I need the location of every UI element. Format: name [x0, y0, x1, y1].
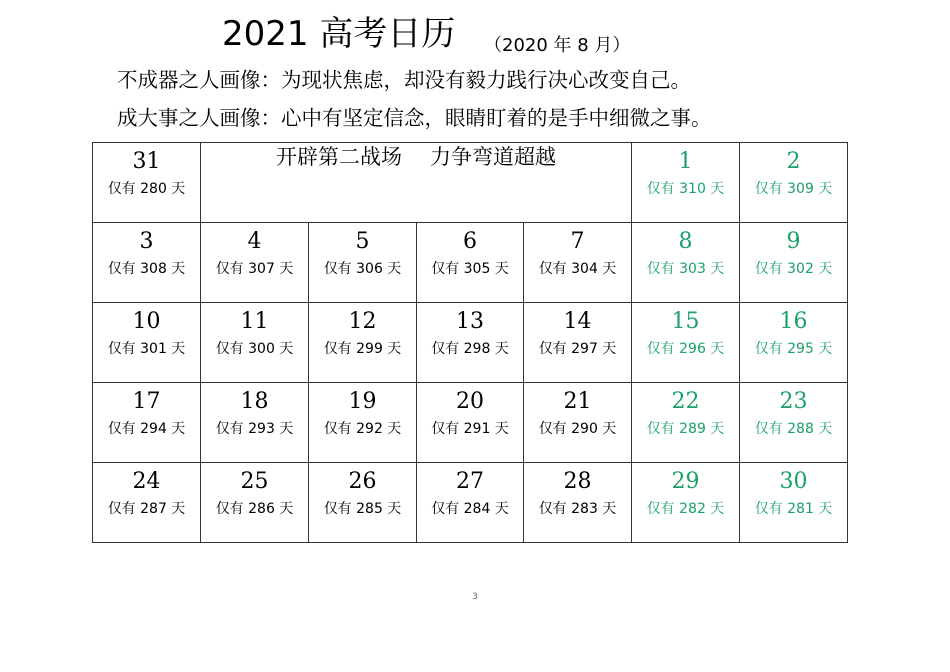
day-number: 3 — [139, 229, 154, 254]
days-remaining: 仅有 287 天 — [107, 501, 186, 517]
slogan-banner — [201, 143, 632, 223]
day-number: 17 — [132, 389, 161, 414]
calendar-day-cell — [524, 383, 632, 463]
calendar-day-cell — [201, 303, 309, 383]
days-remaining: 仅有 280 天 — [107, 181, 186, 197]
day-number: 20 — [456, 389, 484, 414]
quote-line-2: 成大事之人画像：心中有坚定信念，眼睛盯着的是手中细微之事。 — [117, 106, 712, 130]
calendar-day-cell — [524, 463, 632, 543]
day-number: 28 — [563, 469, 592, 494]
days-remaining: 仅有 290 天 — [538, 421, 617, 437]
days-remaining: 仅有 295 天 — [754, 341, 833, 357]
days-remaining: 仅有 300 天 — [215, 341, 294, 357]
day-number: 2 — [786, 149, 801, 174]
days-remaining: 仅有 293 天 — [215, 421, 294, 437]
day-number: 12 — [348, 309, 377, 334]
calendar-day-cell — [309, 463, 417, 543]
calendar-day-cell — [740, 463, 848, 543]
quote-line-1: 不成器之人画像：为现状焦虑，却没有毅力践行决心改变自己。 — [117, 68, 691, 92]
day-number: 9 — [786, 229, 801, 254]
day-number: 19 — [348, 389, 377, 414]
day-number: 8 — [678, 229, 693, 254]
calendar-day-cell — [309, 303, 417, 383]
days-remaining: 仅有 289 天 — [646, 421, 725, 437]
day-number: 27 — [456, 469, 484, 494]
calendar-grid — [92, 142, 848, 543]
calendar-week-row — [93, 143, 848, 223]
days-remaining: 仅有 303 天 — [646, 261, 725, 277]
calendar-day-cell — [632, 143, 740, 223]
days-remaining: 仅有 292 天 — [323, 421, 402, 437]
day-number: 5 — [355, 229, 370, 254]
days-remaining: 仅有 297 天 — [538, 341, 617, 357]
day-number: 18 — [240, 389, 269, 414]
calendar-day-cell — [93, 143, 201, 223]
days-remaining: 仅有 288 天 — [754, 421, 833, 437]
day-number: 23 — [779, 389, 808, 414]
calendar-week-row — [93, 383, 848, 463]
days-remaining: 仅有 296 天 — [646, 341, 725, 357]
calendar-day-cell — [309, 383, 417, 463]
calendar-week-row — [93, 303, 848, 383]
calendar-day-cell — [740, 143, 848, 223]
days-remaining: 仅有 308 天 — [107, 261, 186, 277]
day-number: 6 — [463, 229, 477, 254]
day-number: 26 — [348, 469, 377, 494]
calendar-day-cell — [309, 223, 417, 303]
day-number: 7 — [570, 229, 585, 254]
day-number: 29 — [671, 469, 700, 494]
days-remaining: 仅有 284 天 — [431, 501, 509, 517]
days-remaining: 仅有 298 天 — [431, 341, 509, 357]
days-remaining: 仅有 283 天 — [538, 501, 617, 517]
days-remaining: 仅有 282 天 — [646, 501, 725, 517]
days-remaining: 仅有 299 天 — [323, 341, 402, 357]
day-number: 11 — [240, 309, 269, 334]
days-remaining: 仅有 310 天 — [646, 181, 725, 197]
slogan-left: 开辟第二战场 — [276, 145, 402, 169]
days-remaining: 仅有 301 天 — [107, 341, 186, 357]
calendar-day-cell — [417, 303, 524, 383]
calendar-day-cell — [524, 303, 632, 383]
calendar-day-cell — [93, 383, 201, 463]
calendar-day-cell — [93, 303, 201, 383]
day-number: 4 — [247, 229, 262, 254]
days-remaining: 仅有 304 天 — [538, 261, 617, 277]
calendar-day-cell — [93, 463, 201, 543]
calendar-day-cell — [740, 223, 848, 303]
days-remaining: 仅有 306 天 — [323, 261, 402, 277]
day-number: 25 — [240, 469, 269, 494]
days-remaining: 仅有 291 天 — [431, 421, 509, 437]
page-subtitle: （2020 年 8 月） — [484, 35, 631, 56]
day-number: 24 — [132, 469, 161, 494]
day-number: 21 — [563, 389, 592, 414]
calendar-day-cell — [632, 383, 740, 463]
day-number: 30 — [779, 469, 808, 494]
days-remaining: 仅有 302 天 — [754, 261, 833, 277]
day-number: 14 — [563, 309, 592, 334]
day-number: 15 — [671, 309, 700, 334]
calendar-day-cell — [417, 463, 524, 543]
page-number: 3 — [472, 592, 478, 602]
calendar-day-cell — [201, 383, 309, 463]
calendar-day-cell — [632, 303, 740, 383]
days-remaining: 仅有 286 天 — [215, 501, 294, 517]
slogan-right: 力争弯道超越 — [430, 145, 556, 169]
days-remaining: 仅有 281 天 — [754, 501, 833, 517]
day-number: 13 — [456, 309, 484, 334]
days-remaining: 仅有 285 天 — [323, 501, 402, 517]
day-number: 22 — [671, 389, 700, 414]
calendar-day-cell — [740, 383, 848, 463]
calendar-day-cell — [93, 223, 201, 303]
days-remaining: 仅有 307 天 — [215, 261, 294, 277]
calendar-week-row — [93, 223, 848, 303]
day-number: 10 — [132, 309, 161, 334]
calendar-day-cell — [417, 383, 524, 463]
page-title: 2021 高考日历 — [222, 14, 456, 54]
calendar-day-cell — [201, 223, 309, 303]
days-remaining: 仅有 309 天 — [754, 181, 833, 197]
day-number: 31 — [132, 149, 161, 174]
calendar-day-cell — [417, 223, 524, 303]
calendar-day-cell — [201, 463, 309, 543]
calendar-week-row — [93, 463, 848, 543]
day-number: 16 — [779, 309, 808, 334]
calendar-day-cell — [524, 223, 632, 303]
day-number: 1 — [678, 149, 693, 174]
title-row — [0, 6, 950, 62]
days-remaining: 仅有 294 天 — [107, 421, 186, 437]
calendar-day-cell — [740, 303, 848, 383]
days-remaining: 仅有 305 天 — [431, 261, 509, 277]
calendar-day-cell — [632, 463, 740, 543]
calendar-day-cell — [632, 223, 740, 303]
